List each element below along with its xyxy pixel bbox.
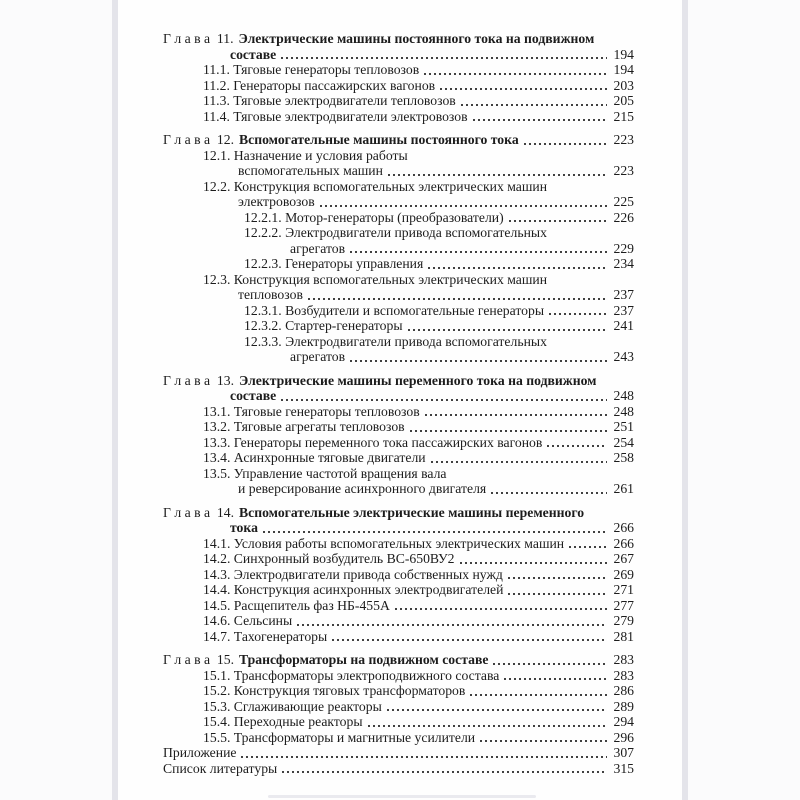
toc-entry-text: 12.2.1. Мотор-генераторы (преобразователи): [244, 209, 504, 225]
dot-leader: [350, 349, 607, 365]
toc-row: [163, 551, 634, 567]
toc-row: [163, 179, 634, 195]
toc-row: [163, 668, 634, 684]
toc-page-number: 266: [613, 535, 634, 551]
toc-row: [163, 349, 634, 365]
dot-leader: [241, 745, 607, 761]
dot-leader: [424, 62, 607, 78]
dot-leader: [504, 668, 607, 684]
toc-entry-text: агрегатов: [290, 240, 346, 256]
toc-page-number: 269: [613, 566, 634, 582]
dot-leader: [470, 683, 607, 699]
toc-entry-text: Вспомогательные электрические машины переменного: [239, 504, 585, 520]
dot-leader: [408, 318, 607, 334]
chapter-label: Г л а в а 11.: [163, 31, 234, 46]
toc-entry-text: и реверсирование асинхронного двигателя: [238, 481, 487, 496]
toc-page-number: 283: [613, 652, 634, 667]
toc-entry-text: 14.7. Тахогенераторы: [203, 628, 328, 644]
dot-leader: [320, 194, 607, 210]
chapter-label: Г л а в а 12.: [163, 132, 234, 147]
toc-entry-text: 14.2. Синхронный возбудитель ВС-650ВУ2: [203, 551, 455, 566]
toc-row: [163, 435, 634, 451]
toc-row: [163, 287, 634, 303]
toc-page-number: 234: [613, 256, 634, 271]
dot-leader: [281, 388, 607, 404]
toc-entry-text: 12.1. Назначение и условия работы: [203, 147, 408, 163]
toc-row: [163, 536, 634, 552]
toc-chapter-row: [163, 652, 634, 668]
toc-entry-text: 15.3. Сглаживающие реакторы: [203, 698, 382, 714]
dot-leader: [491, 481, 607, 497]
toc-entry-text: электровозов: [238, 194, 315, 209]
toc-page-number: 205: [613, 93, 634, 108]
dot-leader: [428, 256, 607, 272]
toc-entry-text: 14.1. Условия работы вспомогательных электрических машин: [203, 535, 565, 551]
chapter-label: Г л а в а 13.: [163, 372, 234, 388]
toc-entry-text: 12.2. Конструкция вспомогательных электрических машин: [203, 178, 548, 194]
toc-entry-text: 15.2. Конструкция тяговых трансформаторов: [203, 683, 466, 698]
toc-page-number: 194: [613, 46, 634, 62]
toc-row: [163, 334, 634, 350]
toc-entry-text: вспомогательных машин: [238, 163, 383, 178]
dot-leader: [493, 652, 607, 668]
toc-row: [163, 404, 634, 420]
toc-entry-text: Электрические машины переменного тока на подвижном: [239, 372, 597, 388]
toc-entry-text: 14.4. Конструкция асинхронных электродвигателей: [203, 582, 504, 597]
toc-entry-text: 12.3.1. Возбудители и вспомогательные генераторы: [244, 302, 545, 318]
dot-leader: [569, 536, 607, 552]
toc-row: [163, 520, 634, 536]
toc-page-number: 315: [613, 760, 634, 776]
dot-leader: [425, 404, 607, 420]
toc-page-number: 229: [613, 240, 634, 256]
toc-entry-text: Вспомогательные машины постоянного тока: [239, 132, 519, 147]
toc-page-number: 261: [613, 481, 634, 496]
toc-entry-text: 11.2. Генераторы пассажирских вагонов: [203, 77, 436, 93]
toc-row: [163, 699, 634, 715]
chapter-label: Г л а в а 15.: [163, 652, 234, 667]
toc-entry-text: 12.3. Конструкция вспомогательных электрических машин: [203, 271, 548, 287]
toc-row: [163, 194, 634, 210]
toc-row: [163, 303, 634, 319]
toc-row: [163, 210, 634, 226]
dot-leader: [508, 582, 607, 598]
dot-leader: [509, 210, 607, 226]
dot-leader: [460, 551, 608, 567]
dot-leader: [395, 598, 607, 614]
dot-leader: [263, 520, 607, 536]
dot-leader: [480, 730, 607, 746]
toc-entry-text: 11.4. Тяговые электродвигатели электровозов: [203, 108, 468, 124]
toc-page-number: 266: [613, 520, 634, 535]
page-right-edge: [682, 0, 688, 800]
toc-page-number: 289: [613, 698, 634, 714]
toc-page-number: 258: [613, 450, 634, 465]
dot-leader: [549, 303, 607, 319]
toc-page-number: 271: [613, 582, 634, 597]
dot-leader: [282, 761, 607, 777]
toc-entry-text: составе: [230, 46, 277, 62]
toc-page-number: 237: [613, 302, 634, 318]
toc-page-number: 294: [613, 714, 634, 729]
toc-row: [163, 388, 634, 404]
toc-entry-text: 15.4. Переходные реакторы: [203, 714, 363, 729]
toc-row: [163, 481, 634, 497]
dot-leader: [350, 241, 607, 257]
toc-entry-text: 11.1. Тяговые генераторы тепловозов: [203, 62, 420, 77]
toc-entry-text: 13.4. Асинхронные тяговые двигатели: [203, 450, 426, 465]
toc-row: [163, 629, 634, 645]
toc-row: [163, 730, 634, 746]
page-gap-divider: [268, 795, 536, 798]
toc-entry-text: Электрические машины постоянного тока на подвижном: [238, 31, 595, 46]
toc-entry-text: 13.5. Управление частотой вращения вала: [203, 465, 447, 481]
toc-row: [163, 582, 634, 598]
toc-page-number: 223: [613, 163, 634, 178]
dot-leader: [297, 613, 607, 629]
toc-page-number: 307: [613, 745, 634, 760]
toc-page-number: 254: [613, 434, 634, 450]
toc-chapter-row: [163, 132, 634, 148]
toc-entry-text: 11.3. Тяговые электродвигатели тепловозов: [203, 93, 456, 108]
toc-page-number: 194: [613, 62, 634, 77]
dot-leader: [461, 93, 607, 109]
toc-page-number: 215: [613, 108, 634, 124]
toc-page-number: 243: [613, 349, 634, 364]
toc-page-number: 237: [613, 287, 634, 302]
toc-entry-text: агрегатов: [290, 349, 346, 364]
dot-leader: [440, 78, 607, 94]
toc-entry-text: 13.3. Генераторы переменного тока пассажирских вагонов: [203, 434, 543, 450]
toc-row: [163, 745, 634, 761]
toc-entry-text: 14.6. Сельсины: [203, 613, 293, 628]
toc-entry-text: 12.3.3. Электродвигатели привода вспомогательных: [244, 333, 547, 349]
toc-entry-text: 13.2. Тяговые агрегаты тепловозов: [203, 419, 405, 434]
toc-entry-text: 12.3.2. Стартер-генераторы: [244, 318, 403, 333]
toc-page-number: 277: [613, 597, 634, 613]
toc-row: [163, 272, 634, 288]
toc-chapter-row: [163, 505, 634, 521]
toc-chapter-row: [163, 31, 634, 47]
toc-page-number: 283: [613, 667, 634, 683]
dot-leader: [368, 714, 607, 730]
dot-leader: [410, 419, 607, 435]
toc-row: [163, 163, 634, 179]
toc-page-number: 296: [613, 729, 634, 745]
toc-row: [163, 598, 634, 614]
toc-page-number: 248: [613, 388, 634, 403]
toc-entry-text: 13.1. Тяговые генераторы тепловозов: [203, 403, 420, 419]
dot-leader: [431, 450, 607, 466]
toc-entry-text: 12.2.2. Электродвигатели привода вспомогательных: [244, 225, 547, 240]
toc-row: [163, 109, 634, 125]
toc-row: [163, 761, 634, 777]
toc-page-number: 226: [613, 209, 634, 225]
toc-entry-text: 15.1. Трансформаторы электроподвижного состава: [203, 667, 500, 683]
dot-leader: [281, 47, 607, 63]
toc-row: [163, 419, 634, 435]
toc-page: [118, 0, 682, 800]
toc-row: [163, 256, 634, 272]
toc-row: [163, 47, 634, 63]
dot-leader: [308, 287, 607, 303]
toc-page-number: 241: [613, 318, 634, 333]
dot-leader: [473, 109, 607, 125]
toc-chapter-row: [163, 373, 634, 389]
dot-leader: [388, 163, 607, 179]
toc-row: [163, 450, 634, 466]
toc-page-number: 223: [613, 132, 634, 147]
toc-entry-text: Трансформаторы на подвижном составе: [239, 652, 489, 667]
toc-entry-text: 14.3. Электродвигатели привода собственных нужд: [203, 566, 503, 582]
toc-entry-text: Список литературы: [163, 760, 278, 776]
toc-row: [163, 93, 634, 109]
toc-page-number: 286: [613, 683, 634, 698]
toc-row: [163, 78, 634, 94]
toc-row: [163, 683, 634, 699]
toc-entry-text: составе: [230, 388, 277, 403]
toc-page-number: 251: [613, 419, 634, 434]
dot-leader: [508, 567, 607, 583]
toc-entry-text: 12.2.3. Генераторы управления: [244, 256, 424, 271]
dot-leader: [524, 132, 607, 148]
toc-entry-text: 14.5. Расщепитель фаз НБ-455А: [203, 597, 390, 613]
toc-row: [163, 714, 634, 730]
table-of-contents: [118, 0, 682, 776]
chapter-label: Г л а в а 14.: [163, 504, 234, 520]
toc-row: [163, 466, 634, 482]
toc-row: [163, 148, 634, 164]
toc-page-number: 225: [613, 194, 634, 209]
toc-page-number: 248: [613, 403, 634, 419]
dot-leader: [547, 435, 607, 451]
toc-row: [163, 62, 634, 78]
toc-row: [163, 318, 634, 334]
toc-page-number: 281: [613, 628, 634, 644]
toc-entry-text: 15.5. Трансформаторы и магнитные усилители: [203, 729, 476, 745]
toc-page-number: 203: [613, 77, 634, 93]
toc-entry-text: тока: [230, 520, 258, 535]
toc-entry-text: Приложение: [163, 745, 237, 760]
toc-page-number: 279: [613, 613, 634, 628]
toc-page-number: 267: [613, 551, 634, 566]
toc-row: [163, 241, 634, 257]
dot-leader: [387, 699, 607, 715]
toc-entry-text: тепловозов: [238, 287, 303, 302]
toc-row: [163, 225, 634, 241]
toc-row: [163, 567, 634, 583]
toc-row: [163, 613, 634, 629]
dot-leader: [332, 629, 607, 645]
